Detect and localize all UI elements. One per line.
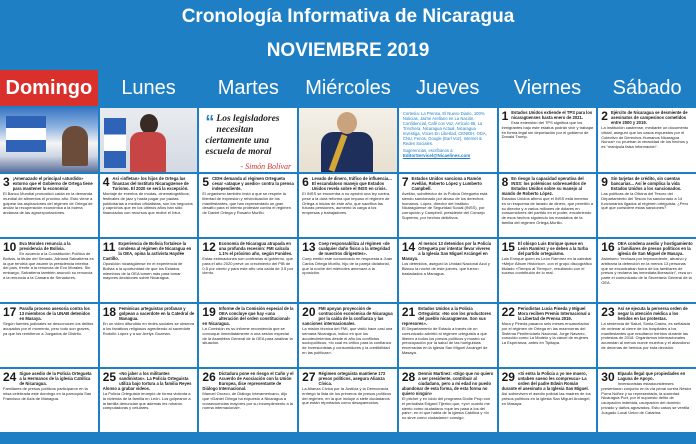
day-headline: Experiencia de Bolivia fortalece la condena al régimen de Nicaragua en la OEA, opina la activista Haydée Castillo. (102, 241, 192, 261)
page-title: Cronología Informativa de Nicaragua (181, 6, 515, 27)
day-summary: Familiares de presos políticos participaron en la misa celebrada este domingo en la parroquia San Francisco de Asís de Managua. (3, 386, 92, 401)
day-number: 3 (3, 175, 10, 189)
day-cell-11 (100, 239, 198, 302)
day-number: 9 (601, 175, 608, 189)
photo-cell-flag (0, 108, 98, 172)
day-cell-17 (0, 304, 98, 367)
day-summary: En un video difundido en redes sociales se observa a los fanáticos religiosos agrediendo al sacerdote Rodolfo López y a sor Arelys Guzmán. (102, 321, 195, 336)
day-number: 15 (501, 240, 515, 254)
day-number: 13 (302, 240, 316, 254)
calendar-grid (0, 108, 696, 444)
day-number: 27 (302, 370, 316, 384)
day-headline: Sigue asedio de la Policía Ortegueta a la Hermanos de la iglesia Católica de Nicaragua. (19, 371, 92, 386)
day-headline: CIDH demanda al régimen Ortegueta cesar «ataque y asedio» contra la prensa independiente. (212, 176, 294, 191)
day-headline: Dictadura pone en riesgo el Caño y el Acuerdo de Asociación con la Unión Europea, dice representante de Diálogo Internacional. (202, 371, 294, 391)
day-summary: Estados Unidos afirmó que el INSS está inmerso en un esquema de lavado de dinero, que permitió a su director y a varios millones de dólares en consumidores del partido en el poder, encubriendo de esos hechos siguiendo los mandatos de la familia del régimen Ortega-Murillo. (501, 196, 593, 225)
day-number: 16 (601, 240, 615, 254)
day-summary: El INSS se encuentra a no aprobó una ley contra, pese a la dura reforma que impuso el régimen de Ortega a inicios de este año, que sacrifica las futuras pensiones, aumentó la carga a los empresas y trabajadores. (302, 191, 391, 216)
day-summary: La Comisión es su informe recomienda que se convoque inmediatamente a una sesión especial de la Asamblea General de la OEA para analizar la situación. (202, 326, 293, 346)
day-headline: Periodistas Lucia Pineda y Miguel Mora reciben Premio Internacional a la Libertad de Prensa 2019. (517, 306, 591, 321)
day-number: 25 (102, 370, 117, 384)
day-headline: Elpaula llegal que propiedades en Laguna de Apoyo. (617, 371, 686, 381)
day-headline: Estados Unidos extiende el TPS para los nicaragüenses hasta enero de 2021. (511, 110, 593, 120)
day-headline: Levado de dinero, tráfico de influencia... El escandaloso manejo que Estados Unidos revela sobre el INSS en crisis. (311, 176, 392, 191)
day-number: 22 (501, 305, 515, 319)
day-summary: El organismo también instó a que se respete la libertad de expresión y reivindicación de los manifestantes, que han representado un gran desafío para el intento protestar contra el régimen de Daniel Ortega y Rosario Murillo. (202, 191, 291, 216)
day-headline: Estados Unidos a la Policía Orteguista: «No son los productores del pueblo nicaragüense. Son sus represores». (401, 306, 492, 326)
day-cell-2 (598, 108, 696, 172)
woman-with-flag-photo (100, 108, 198, 172)
day-summary: Según fuentes judiciales se desconocen los delitos acusados por el momento, pero todo son graves, ya que los remitieron a Juzgados de Distrito. (3, 321, 94, 336)
weekday-wednesday: Miércoles (299, 70, 397, 106)
weekday-header-row (0, 70, 696, 106)
photo-cell-woman (100, 108, 198, 172)
weekday-monday: Lunes (100, 70, 198, 106)
day-summary: Luis Enrique quien es León Ramírez en la catedral «Mejor Álbum Histórico», con el grupo discográfico titulado «Tiempo al Tiempo», resultando con el suceso contribuido de lo real. (501, 256, 592, 276)
protest-flag-photo (0, 108, 98, 172)
day-cell-4 (100, 174, 198, 237)
day-cell-22 (499, 304, 597, 367)
day-headline: Ejército de Nicaragua se desmiente de asesinatos de campesinos cometidos entre 2000 y 2019. (610, 110, 688, 125)
day-number: 5 (202, 175, 210, 189)
day-number: 11 (102, 240, 116, 254)
day-summary: Esta extensión del TPS significa que los inmigrantes bajo este estatus podrán vivir y trabajar en forma legal sin deportación por el gobierno de Donald Trump. (501, 120, 594, 140)
day-summary: Asimismo “rechaza por improcedente, abusivo y arbitraria la detención en la menos 13 personas que se encontraban fuera de los familiares de presos y reclama las inmediata liberación”, reza un parte el comunicado de la Secretaría General de la OEA. (601, 256, 692, 285)
day-cell-25 (100, 369, 198, 432)
day-cell-8 (499, 174, 597, 237)
day-headline: Al menos 13 detenidos por la Policía Ortegueta por intentar llevar víveres a la Iglesia San Miguel Arcángel en Masaya. (401, 241, 492, 261)
day-cell-26 (199, 369, 297, 432)
day-summary: En acuerdo a la Constitución Política de Bolivia, la titular del Senado, Adriana Salvatierra es la que tendría que asumir la presidencia interina del país, frente a la renuncia de Evo Morales. Sin embargo, Salvatierra también anunció su renuncia a la renuncia a la Cámara de Senadores. (3, 251, 94, 280)
day-headline: Así «infletan» los hijos de Ortega las finanzas del Instituto Nicaragüense de Turismo. El 2020 se será la excepción. (112, 176, 189, 191)
quote-mark-icon: “ (205, 112, 215, 132)
day-number: 7 (401, 175, 409, 189)
day-cell-13 (299, 239, 397, 302)
weekday-tuesday: Martes (199, 70, 297, 106)
day-cell-1 (499, 108, 597, 172)
day-summary: La Alianza Cívica por la Justicia y la Democracia entregó la lista de los primeros de presos políticos del régimen, en la que incluye a siete ciudadanos que están reportados como desaparecidos. (302, 386, 392, 406)
day-summary: El pitcher y ex ídolo del programa Dodie Prop con el periodista Edgard Tijerino que, «yo» cuanto me siento como ciudadano «que les pasa a los del país», en el que habla de la Iglesia Católica y «lo no sirve como ciudadano» consigo. (401, 396, 491, 421)
day-number: 26 (202, 370, 216, 384)
credits-suggest: Sugerencias, escríbanos a: (402, 148, 454, 153)
day-headline: «No jaber a los militantes sandinistas». La Policía Orteguista utiliza bajo tortura a la familia Reyes Alonso a grabar videos. (102, 371, 192, 391)
day-headline: Régimen orteguista mantiene 172 presos políticos, asegura Alianza Cívica. (318, 371, 386, 386)
weekday-sunday: Domingo (0, 70, 98, 106)
day-number: 8 (501, 175, 509, 189)
day-cell-20 (299, 304, 397, 367)
day-headline: Dennis Martínez: «Digo que no quiero a ser presidente, contribuir al ciudadano, pero a mi edad no puedo abandonar de esta forma, de esta forma no quiero ningún» (401, 371, 494, 396)
day-summary: Los detenidos, aseguró la Unidad Nacional Azul y Blanco la noche de este jueves, que fueron trasladados a Managua. (401, 261, 490, 276)
day-cell-5 (199, 174, 297, 237)
day-headline: Estados Unidos sanciona a Ramón Avellán, Roberto López y Lumberto Campbell. (411, 176, 482, 191)
day-number: 4 (102, 175, 110, 189)
quote-author: - Simón Bolívar (240, 162, 292, 171)
day-summary: Mora y Pineda pasaron seis meses encarcelados por el régimen de Ortega en las mazmorras del Sistema Penitenciario Nacional, Jorge Navarro, conocido como La Modelo y la cárcel de mujeres La Esperanza, antes en Tipitapa. (501, 321, 589, 346)
day-cell-15 (499, 239, 597, 302)
quote-text: Los legisladores necesitan ciertamente una escuela de moral (205, 114, 280, 157)
day-cell-19 (199, 304, 297, 367)
day-summary: El Departamento de Estado a través de un comunicado advirtió al régimen orteguista a que liberen a todos los presos políticos y mostró su preocupación por la salud de las huelguistas encerradas en la iglesia San Miguel Arcángel de Masaya. (401, 326, 488, 355)
day-headline: Así se ejecuta la perversa orden de negar la atención médica a los heridos en las protestas. (617, 306, 688, 321)
day-number: 14 (401, 240, 416, 254)
day-summary: Estas estimaciones son contrarias al gobierno, que para el año 2020 prevé un crecimiento del PIB de 0.5 por ciento y para este año una caída de 3.5 por ciento. (202, 256, 294, 276)
day-cell-29 (499, 369, 597, 432)
quote-cell (199, 108, 297, 172)
day-number: 17 (3, 305, 17, 319)
weekday-friday: Viernes (499, 70, 597, 106)
day-number: 2 (601, 109, 608, 123)
day-headline: En riesgo la capacidad operativa del INSS: los polémicos sobresueldos de Estados Unidos sobre su manejo al mando de Roberto López. (501, 176, 586, 196)
month-title: NOVIEMBRE 2019 (266, 40, 430, 61)
day-cell-3 (0, 174, 98, 237)
day-cell-23 (598, 304, 696, 367)
day-cell-7 (399, 174, 497, 237)
day-headline: El obispo Luis Enrique queue en León Ramírez y se deben a la turba del partido orteguismo. (517, 241, 588, 256)
day-summary: Así sobreviven el asedio policial las madres de los presos políticos en la iglesia San Miguel Arcángel, en Masaya. (501, 391, 591, 406)
credits-cell (399, 108, 497, 172)
day-headline: Informe de la Comisión especial de la OEA concluye que hay «una alteración del orden constitucional» en Nicaragua. (202, 306, 294, 326)
weekday-thursday: Jueves (399, 70, 497, 106)
day-number: 20 (302, 305, 316, 319)
day-summary: Las políticas de la Oficina del Tesoro del Departamento del Tesoro ha sancionado a 14 funcionarios ligados al régimen orteguista, ¿Pero qué que considere estas sanciones? (601, 191, 689, 211)
day-summary: Manuel Orozco, de Diálogo Interamericano, dijo que «Daniel Ortega ha expuesto a Nicaragua a consecuencias mayores por su incumplimiento a la norma internacional». (202, 391, 293, 411)
day-summary: Oposición nicaragüense en el experiencia de Bolivia a la oportunidad de que los Estados miembros de la OEA tomen más para tomar mayores decisiones sobre Nicaragua. (102, 261, 183, 281)
day-cell-14 (399, 239, 497, 302)
day-headline: Feminicas arteguistas profanan y golpean a sacerdote en la Catedral de Managua. (119, 306, 195, 321)
photo-cell-bolivar (299, 108, 397, 172)
day-cell-12 (199, 239, 297, 302)
day-number: 1 (501, 109, 509, 123)
day-number: 6 (302, 175, 309, 189)
day-number: 24 (3, 370, 17, 384)
day-number: 18 (102, 305, 117, 319)
day-number: 19 (202, 305, 216, 319)
day-summary: La sentencia de Salud, Sonia Castro, es señalada de ordenar al cierre de los hospitales a los manifestantes que resultaron heridos durante las protestas de 2018. Organismos internacionales acumulan al menos nueve muertos y el abandono de decenas de heridos por esta decisión. (601, 321, 691, 350)
day-headline: ¡Amenazado el principal «aturdido» extorno que el Gobierno de Ortega tiene para mantener la economía! (12, 176, 93, 191)
day-cell-28 (399, 369, 497, 432)
day-number: 30 (601, 370, 615, 384)
weekday-saturday: Sábado (598, 70, 696, 106)
credits-text: Cortesía: La Prensa, El Nuevo Diario, 100% Noticias, Jaime Arellano en La Nación, Confidencial, Café con Voz, Artículo 66, La Trinchera, Nicaragua Actual, Nicaragua Investiga, Voces En Libertad, CENIDH, ODA, CNU, Fenos, Google (Earl Voz), Internet & Redes Sociales. (402, 111, 487, 146)
day-number: 21 (401, 305, 416, 319)
day-headline: «Si entra la Policía a yo me muero, untaben sueno les compreuca» La orden del padre Edwin Román durante el asesinato a la Iglesia San Miguel. (501, 371, 589, 391)
day-cell-24 (0, 369, 98, 432)
day-number: 28 (401, 370, 416, 384)
credits-email-link[interactable]: EditorServicel@Nicaelines.com (402, 153, 471, 158)
day-summary: Coep emitió este comunicado en respuesta a Juan Carlos Ortega Murillo, hijo de la pareja dictatorial, que la noche del miércoles amenazó a la oposición. (302, 256, 393, 276)
day-cell-30 (598, 369, 696, 432)
day-headline: Economía de Nicaragua atrapada en una profunda recesión: FMI calcula 1.1% el próximo año, según Funides. (218, 241, 293, 256)
day-number: 12 (202, 240, 216, 254)
day-headline: Paralla proceso asesoria contra los 13 miembros de la UNAB detenidos en Masaya. (19, 306, 91, 321)
day-summary: Avellán, subdirector de la Policía Ortegueta está siendo sancionado por abuso de los derechos humanos. López, director del Instituto Nicaragüense de Seguridad Social (INSS), por corrupción y Campbell, presidente del Consejo Supremo, por hechos delictivos. (401, 191, 488, 220)
day-summary: Montaje de eventos de modas, cinematográficos, festivales de jazz y hasta pagar por pautas publicitarias a medios oficialistas, son los negocios y caprichos que en los últimos años han sido financiados con recursos que recibe el Intur. (102, 191, 193, 216)
day-summary: El Banco Mundial pronosticó caída en la demanda mundial de alimentos el próximo año. Esto viene a golpear las aspiraciones del régimen de Ortega de anclar la recuperación económica a la buena andanza de las agroexportaciones. (3, 191, 93, 216)
day-headline: Sin tarjetas de crédito, sin cuentas bancarias... Así le complica la vida Estados Unidos a los sancionados. (610, 176, 682, 191)
day-headline: Eva Morales renuncia a la presidencia de Bolivia. (19, 241, 71, 251)
day-summary: La misión técnica del FMI, que visitó hace casi una semana Nicaragua, indicó en que los acontecimientos desde el año los conflictos sociopolíticos, «lo cual es crítico para la confianza de inversionistas y consumidores y la credibilidad en las políticas». (302, 326, 393, 355)
day-headline: OEA condena asedio y hostigamiento a familiares de presos políticos en la iglesia de San Miguel de Masaya. (617, 241, 693, 256)
day-cell-9 (598, 174, 696, 237)
bolivar-portrait (299, 108, 397, 172)
day-number: 23 (601, 305, 615, 319)
day-number: 29 (501, 370, 515, 384)
day-summary: La Policía Orteguista irrumpió de forma violenta a la vivienda de la familia en León. Los golpearon a la familia denuncian que además les robaron computadoras y celulares. (102, 391, 191, 411)
day-cell-10 (0, 239, 98, 302)
day-summary: Inversionistas estadounidenses presentaron conjunto en la vía penal contra Néstor Porra Núñez y su representada, la sociedad Nicaragua Port, por el supuesto delito de usurpación indebida, usurpación del dominio privado y daños agravados. Esto casos se ventila Juzgado Local Único de Catarina. (601, 381, 692, 415)
day-cell-21 (399, 304, 497, 367)
day-cell-6 (299, 174, 397, 237)
day-summary: La institución castrense, mediante un documento oficial, aseguró que los casos expuestos por el Colectivo de Derechos Humanos Nicaragua Nunca+ no prueban la veracidad de los hechos y es “manipula falsa información”. (601, 125, 689, 150)
day-headline: FMI apoyan proyección de contracción económica de Nicaragua por la caída de la confianza y las sanciones internacionales. (302, 306, 393, 326)
day-cell-18 (100, 304, 198, 367)
day-cell-16 (598, 239, 696, 302)
day-cell-27 (299, 369, 397, 432)
day-headline: Coep responsabiliza al régimen «de cualquier daño físico a la integridad de nuestros dirigentes». (318, 241, 390, 256)
day-number: 10 (3, 240, 17, 254)
